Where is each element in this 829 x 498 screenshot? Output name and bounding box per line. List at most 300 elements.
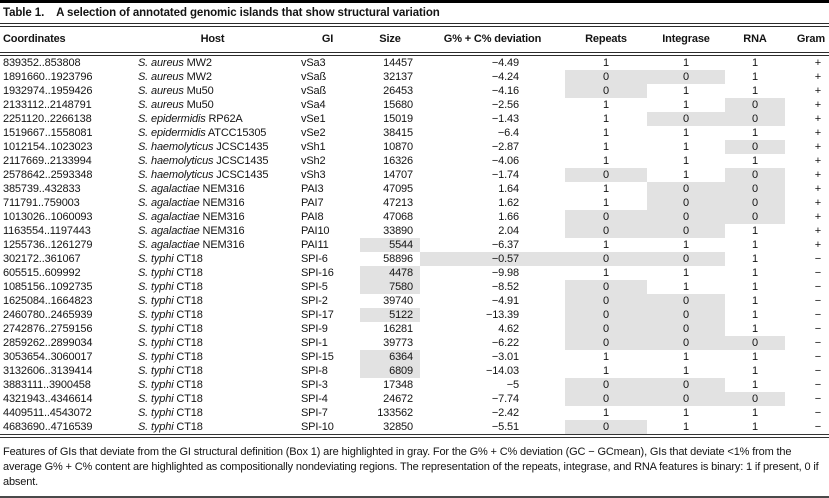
cell-integrase: 0	[647, 182, 725, 196]
cell-rna: 0	[725, 98, 785, 112]
cell-gram: +	[814, 169, 821, 181]
table-row	[0, 378, 829, 392]
table-body	[0, 54, 829, 436]
cell-integrase: 1	[683, 99, 689, 111]
table-row	[0, 112, 829, 126]
cell-gram: −	[814, 281, 821, 293]
cell-host	[130, 336, 295, 350]
cell-integrase: 0	[647, 210, 725, 224]
cell-repeats: 1	[603, 113, 609, 125]
cell-gc-dev: 1.64	[498, 183, 519, 195]
host-species: S. typhi	[138, 323, 174, 335]
cell-rna: 1	[752, 71, 758, 83]
host-species: S. epidermidis	[138, 127, 206, 139]
cell-gc-dev: −2.56	[491, 99, 519, 111]
cell-gi: SPI-8	[301, 365, 328, 377]
cell-host	[130, 392, 295, 406]
cell-size: 14457	[383, 57, 413, 69]
host-strain: CT18	[173, 295, 203, 307]
table-row	[0, 392, 829, 406]
cell-host	[130, 210, 295, 224]
cell-gi: SPI-17	[301, 309, 334, 321]
host-strain: CT18	[173, 281, 203, 293]
cell-gram: +	[814, 113, 821, 125]
cell-gc-dev: −6.22	[491, 337, 519, 349]
cell-rna: 1	[752, 155, 758, 167]
cell-repeats: 0	[565, 392, 647, 406]
cell-gram: +	[814, 183, 821, 195]
cell-coordinates: 1012154..1023023	[3, 141, 93, 153]
cell-host	[130, 406, 295, 420]
cell-rna: 1	[752, 57, 758, 69]
host-strain: Mu50	[183, 99, 214, 111]
table-row	[0, 420, 829, 436]
cell-gram: +	[814, 141, 821, 153]
cell-gi: vSh1	[301, 141, 326, 153]
cell-integrase: 1	[683, 239, 689, 251]
cell-host	[130, 420, 295, 436]
cell-host	[130, 140, 295, 154]
cell-gc-dev: −4.91	[491, 295, 519, 307]
cell-coordinates: 1163554..1197443	[3, 225, 91, 237]
cell-gi: PAI10	[301, 225, 330, 237]
cell-size: 15680	[383, 99, 413, 111]
cell-gi: SPI-15	[301, 351, 334, 363]
cell-integrase: 1	[683, 365, 689, 377]
cell-integrase: 1	[683, 127, 689, 139]
cell-coordinates: 385739..432833	[3, 183, 81, 195]
cell-gc-dev: −9.98	[491, 267, 519, 279]
cell-rna: 1	[752, 323, 758, 335]
cell-gc-dev: −4.49	[491, 57, 519, 69]
cell-gram: −	[814, 379, 821, 391]
host-species: S. typhi	[138, 337, 174, 349]
table-label: Table 1.	[3, 7, 45, 19]
cell-gi: SPI-7	[301, 407, 328, 419]
cell-rna: 1	[752, 225, 758, 237]
cell-gc-dev: −13.39	[485, 309, 519, 321]
cell-host	[130, 182, 295, 196]
cell-rna: 1	[752, 407, 758, 419]
cell-integrase: 1	[683, 267, 689, 279]
host-species: S. agalactiae	[138, 225, 200, 237]
cell-coordinates: 1255736..1261279	[3, 239, 93, 251]
table-row	[0, 336, 829, 350]
host-species: S. haemolyticus	[138, 155, 214, 167]
cell-rna: 1	[752, 253, 758, 265]
cell-gram: −	[814, 337, 821, 349]
cell-integrase: 0	[647, 224, 725, 238]
host-strain: CT18	[173, 337, 203, 349]
host-species: S. typhi	[138, 351, 174, 363]
table-row	[0, 364, 829, 378]
cell-coordinates: 1625084..1664823	[3, 295, 93, 307]
table-row	[0, 280, 829, 294]
cell-size: 15019	[383, 113, 413, 125]
cell-size: 16281	[383, 323, 413, 335]
column-header-gi: GI	[295, 25, 360, 54]
cell-size: 5122	[360, 308, 420, 322]
cell-repeats: 1	[603, 141, 609, 153]
host-species: S. typhi	[138, 393, 174, 405]
cell-integrase: 1	[683, 85, 689, 97]
cell-size: 32137	[383, 71, 413, 83]
cell-coordinates: 2133112..2148791	[3, 99, 92, 111]
table-row	[0, 154, 829, 168]
cell-gc-dev: −4.24	[491, 71, 519, 83]
host-strain: CT18	[173, 309, 203, 321]
cell-gi: SPI-9	[301, 323, 328, 335]
cell-integrase: 0	[647, 294, 725, 308]
cell-repeats: 0	[565, 210, 647, 224]
cell-repeats: 1	[603, 155, 609, 167]
cell-gc-dev: 2.04	[498, 225, 519, 237]
cell-repeats: 0	[565, 294, 647, 308]
cell-repeats: 0	[565, 168, 647, 182]
host-strain: JCSC1435	[213, 155, 269, 167]
cell-rna: 0	[725, 196, 785, 210]
cell-gram: −	[814, 323, 821, 335]
cell-integrase: 0	[647, 252, 725, 266]
cell-coordinates: 1519667..1558081	[3, 127, 93, 139]
host-strain: MW2	[183, 71, 212, 83]
cell-gc-dev: −1.74	[491, 169, 519, 181]
column-header-size: Size	[360, 25, 420, 54]
cell-gi: PAI8	[301, 211, 324, 223]
cell-size: 10870	[383, 141, 413, 153]
cell-gram: −	[814, 351, 821, 363]
cell-gram: −	[814, 253, 821, 265]
host-species: S. agalactiae	[138, 183, 200, 195]
cell-host	[130, 308, 295, 322]
table-row	[0, 84, 829, 98]
cell-coordinates: 3053654..3060017	[3, 351, 93, 363]
cell-gi: vSaß	[301, 85, 327, 97]
genomic-islands-table	[0, 23, 829, 438]
host-species: S. aureus	[138, 85, 184, 97]
host-strain: CT18	[173, 393, 203, 405]
table-row	[0, 98, 829, 112]
host-species: S. typhi	[138, 407, 174, 419]
cell-size: 39773	[383, 337, 413, 349]
host-strain: CT18	[173, 365, 203, 377]
cell-host	[130, 350, 295, 364]
column-header-rna: RNA	[725, 25, 785, 54]
cell-rna: 0	[725, 210, 785, 224]
cell-gc-dev: −5.51	[491, 421, 519, 433]
host-species: S. typhi	[138, 295, 174, 307]
cell-coordinates: 3883111..3900458	[3, 379, 91, 391]
host-species: S. aureus	[138, 71, 184, 83]
cell-repeats: 1	[603, 407, 609, 419]
cell-coordinates: 4321943..4346614	[3, 393, 93, 405]
cell-coordinates: 4409511..4543072	[3, 407, 92, 419]
table-row	[0, 182, 829, 196]
host-species: S. agalactiae	[138, 211, 200, 223]
cell-host	[130, 196, 295, 210]
cell-integrase: 1	[683, 281, 689, 293]
host-strain: JCSC1435	[213, 141, 269, 153]
cell-rna: 1	[752, 267, 758, 279]
cell-size: 38415	[383, 127, 413, 139]
cell-rna: 1	[752, 239, 758, 251]
cell-rna: 1	[752, 351, 758, 363]
cell-gram: +	[814, 197, 821, 209]
cell-integrase: 1	[683, 421, 689, 433]
cell-gc-dev: −1.43	[491, 113, 519, 125]
cell-size: 47095	[383, 183, 413, 195]
cell-host	[130, 294, 295, 308]
cell-gi: SPI-5	[301, 281, 328, 293]
cell-size: 6364	[360, 350, 420, 364]
cell-gi: vSe1	[301, 113, 326, 125]
host-strain: NEM316	[199, 225, 245, 237]
cell-host	[130, 266, 295, 280]
table-row	[0, 140, 829, 154]
cell-integrase: 1	[683, 407, 689, 419]
column-header-integrase: Integrase	[647, 25, 725, 54]
cell-repeats: 1	[603, 127, 609, 139]
cell-rna: 1	[752, 127, 758, 139]
cell-coordinates: 2742876..2759156	[3, 323, 93, 335]
cell-host	[130, 54, 295, 70]
cell-repeats: 1	[603, 183, 609, 195]
cell-repeats: 1	[603, 267, 609, 279]
cell-gram: −	[814, 393, 821, 405]
cell-gram: +	[814, 211, 821, 223]
cell-gc-dev: 4.62	[498, 323, 519, 335]
cell-host	[130, 126, 295, 140]
cell-coordinates: 4683690..4716539	[3, 421, 93, 433]
cell-repeats: 1	[603, 57, 609, 69]
table-row	[0, 322, 829, 336]
cell-integrase: 0	[647, 378, 725, 392]
cell-size: 6809	[360, 364, 420, 378]
cell-coordinates: 711791..759003	[3, 197, 80, 209]
cell-gc-dev: −4.06	[491, 155, 519, 167]
cell-rna: 0	[725, 336, 785, 350]
cell-gc-dev: −4.16	[491, 85, 519, 97]
table-footnote: Features of GIs that deviate from the GI structural definition (Box 1) are highlighted in gray. For the G% + C% deviation (GC − GCmean), GIs that deviate <1% from the average G% + C% content are highlighted as compositionally nondeviating regions. The representation of the repeats, integrase, and RNA features is binary: 1 if present, 0 if absent.	[3, 446, 819, 488]
cell-size: 58896	[383, 253, 413, 265]
cell-size: 26453	[383, 85, 413, 97]
cell-rna: 0	[725, 392, 785, 406]
cell-gi: SPI-1	[301, 337, 328, 349]
cell-gram: +	[814, 155, 821, 167]
cell-gram: +	[814, 225, 821, 237]
cell-repeats: 1	[603, 197, 609, 209]
cell-rna: 0	[725, 140, 785, 154]
host-species: S. epidermidis	[138, 113, 206, 125]
cell-host	[130, 238, 295, 252]
host-strain: MW2	[183, 57, 212, 69]
cell-host	[130, 112, 295, 126]
cell-integrase: 0	[647, 336, 725, 350]
table-row	[0, 70, 829, 84]
header-row	[0, 25, 829, 54]
host-strain: NEM316	[199, 239, 245, 251]
host-species: S. aureus	[138, 99, 184, 111]
cell-gi: vSaß	[301, 71, 327, 83]
cell-host	[130, 252, 295, 266]
cell-coordinates: 1085156..1092735	[3, 281, 93, 293]
host-species: S. agalactiae	[138, 197, 200, 209]
cell-host	[130, 98, 295, 112]
column-header-host: Host	[130, 25, 295, 54]
cell-size: 32850	[383, 421, 413, 433]
host-species: S. typhi	[138, 365, 174, 377]
cell-gi: vSh2	[301, 155, 326, 167]
cell-gc-dev: −2.87	[491, 141, 519, 153]
host-species: S. typhi	[138, 421, 174, 433]
cell-host	[130, 378, 295, 392]
cell-gi: SPI-6	[301, 253, 328, 265]
cell-rna: 1	[752, 309, 758, 321]
host-strain: ATCC15305	[205, 127, 267, 139]
cell-gc-dev: −3.01	[491, 351, 519, 363]
column-header-gram: Gram	[785, 25, 829, 54]
host-species: S. haemolyticus	[138, 169, 214, 181]
cell-size: 5544	[360, 238, 420, 252]
cell-rna: 1	[752, 295, 758, 307]
column-header-repeats: Repeats	[565, 25, 647, 54]
cell-rna: 0	[725, 168, 785, 182]
cell-host	[130, 224, 295, 238]
host-strain: CT18	[173, 253, 203, 265]
table-caption: A selection of annotated genomic islands that show structural variation	[56, 7, 440, 19]
host-species: S. typhi	[138, 379, 174, 391]
cell-gc-dev: −14.03	[485, 365, 519, 377]
cell-integrase: 1	[683, 169, 689, 181]
cell-host	[130, 70, 295, 84]
cell-gram: +	[814, 239, 821, 251]
cell-coordinates: 839352..853808	[3, 57, 81, 69]
cell-integrase: 1	[683, 57, 689, 69]
cell-integrase: 0	[647, 112, 725, 126]
cell-repeats: 1	[603, 351, 609, 363]
cell-gi: vSe2	[301, 127, 326, 139]
cell-coordinates: 3132606..3139414	[3, 365, 93, 377]
cell-rna: 0	[725, 182, 785, 196]
cell-rna: 1	[752, 365, 758, 377]
cell-gram: +	[814, 99, 821, 111]
cell-size: 47068	[383, 211, 413, 223]
table-row	[0, 266, 829, 280]
host-strain: JCSC1435	[213, 169, 269, 181]
cell-repeats: 0	[565, 224, 647, 238]
column-header-coordinates: Coordinates	[0, 25, 130, 54]
cell-size: 17348	[383, 379, 413, 391]
cell-gc-dev: −6.37	[491, 239, 519, 251]
table-title	[0, 3, 829, 23]
cell-rna: 1	[752, 281, 758, 293]
table-header	[0, 25, 829, 54]
host-strain: CT18	[173, 323, 203, 335]
cell-gram: −	[814, 267, 821, 279]
cell-host	[130, 154, 295, 168]
cell-repeats: 0	[565, 336, 647, 350]
host-strain: CT18	[173, 351, 203, 363]
cell-gc-dev: −0.57	[420, 252, 565, 266]
cell-host	[130, 168, 295, 182]
cell-gi: SPI-3	[301, 379, 328, 391]
cell-rna: 1	[752, 85, 758, 97]
cell-gram: −	[814, 407, 821, 419]
host-species: S. typhi	[138, 309, 174, 321]
cell-repeats: 0	[565, 252, 647, 266]
table-row	[0, 350, 829, 364]
cell-size: 24672	[383, 393, 413, 405]
cell-rna: 0	[725, 112, 785, 126]
cell-gi: SPI-16	[301, 267, 334, 279]
table-row	[0, 196, 829, 210]
cell-repeats: 1	[603, 239, 609, 251]
cell-coordinates: 1932974..1959426	[3, 85, 93, 97]
cell-repeats: 0	[565, 70, 647, 84]
host-strain: CT18	[173, 407, 203, 419]
cell-coordinates: 605515..609992	[3, 267, 81, 279]
cell-repeats: 0	[565, 308, 647, 322]
table-row	[0, 406, 829, 420]
table-row	[0, 252, 829, 266]
cell-size: 16326	[383, 155, 413, 167]
cell-integrase: 1	[683, 351, 689, 363]
cell-coordinates: 1013026..1060093	[3, 211, 93, 223]
cell-coordinates: 2578642..2593348	[3, 169, 93, 181]
cell-repeats: 0	[565, 378, 647, 392]
cell-gi: SPI-2	[301, 295, 328, 307]
cell-gc-dev: −7.74	[491, 393, 519, 405]
cell-repeats: 0	[565, 84, 647, 98]
cell-integrase: 1	[683, 155, 689, 167]
host-strain: NEM316	[199, 211, 245, 223]
cell-size: 39740	[383, 295, 413, 307]
table-row	[0, 126, 829, 140]
table-row	[0, 238, 829, 252]
host-species: S. typhi	[138, 281, 174, 293]
cell-repeats: 1	[603, 99, 609, 111]
cell-rna: 1	[752, 379, 758, 391]
cell-gi: PAI7	[301, 197, 324, 209]
cell-repeats: 0	[565, 420, 647, 436]
cell-integrase: 0	[647, 196, 725, 210]
cell-gc-dev: −5	[506, 379, 519, 391]
host-species: S. haemolyticus	[138, 141, 214, 153]
cell-size: 47213	[383, 197, 413, 209]
cell-host	[130, 364, 295, 378]
cell-integrase: 0	[647, 392, 725, 406]
table-row	[0, 168, 829, 182]
cell-rna: 1	[752, 421, 758, 433]
column-header-gc-deviation: G% + C% deviation	[420, 25, 565, 54]
cell-host	[130, 280, 295, 294]
table-row	[0, 294, 829, 308]
cell-coordinates: 1891660..1923796	[3, 71, 93, 83]
cell-size: 133562	[377, 407, 413, 419]
cell-gc-dev: −6.4	[497, 127, 519, 139]
cell-gram: +	[814, 127, 821, 139]
cell-repeats: 0	[565, 280, 647, 294]
host-strain: CT18	[173, 267, 203, 279]
cell-gram: −	[814, 365, 821, 377]
cell-gram: +	[814, 85, 821, 97]
cell-coordinates: 2460780..2465939	[3, 309, 93, 321]
cell-gi: vSh3	[301, 169, 326, 181]
cell-gc-dev: 1.66	[498, 211, 519, 223]
table-row	[0, 308, 829, 322]
host-strain: NEM316	[199, 183, 245, 195]
cell-gram: −	[814, 295, 821, 307]
